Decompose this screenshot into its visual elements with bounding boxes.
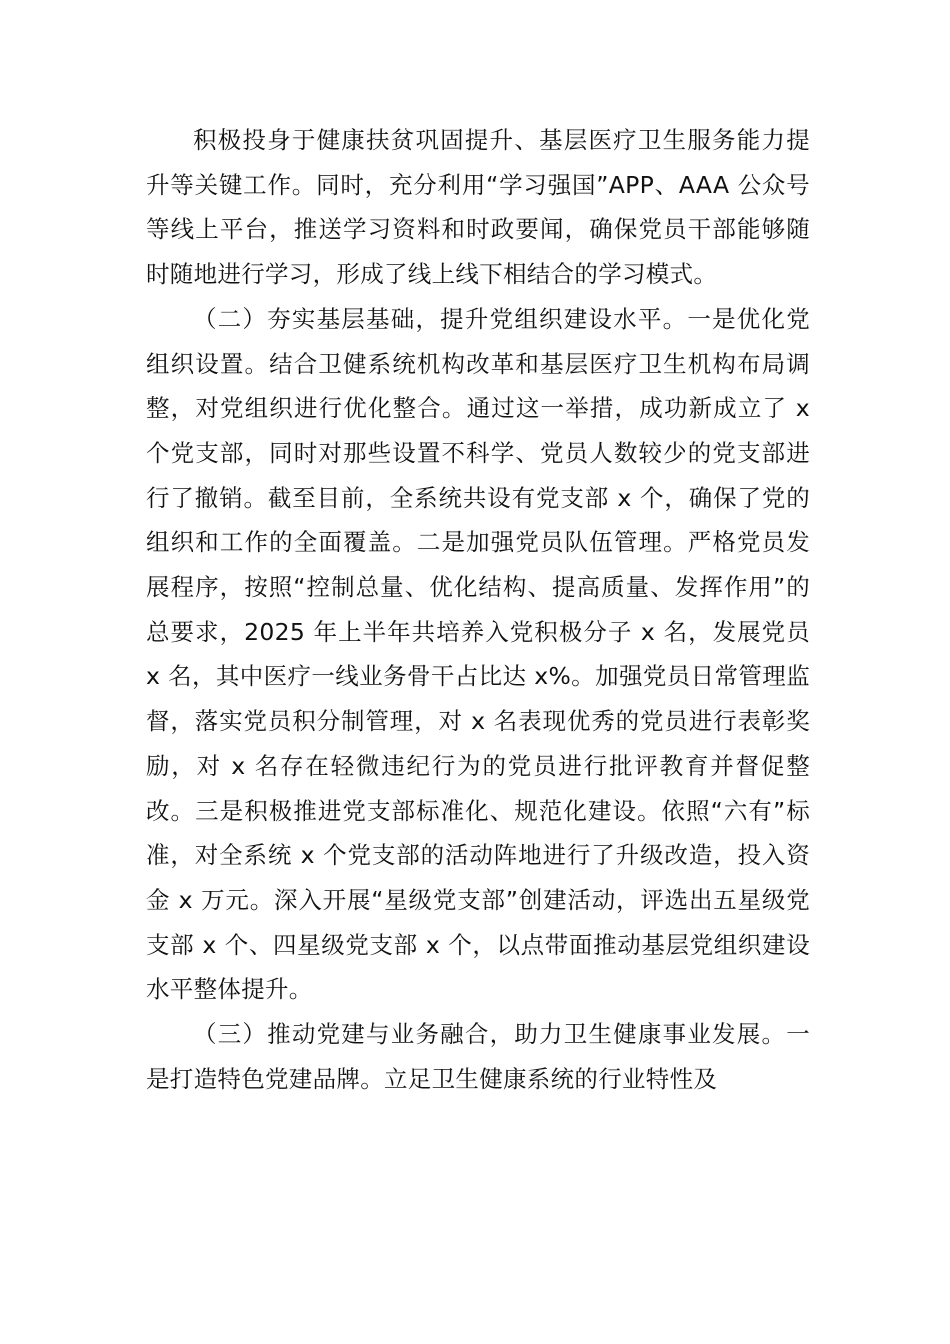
document-page — [146, 118, 810, 1101]
paragraph-study-platforms: 积极投身于健康扶贫巩固提升、基层医疗卫生服务能力提升等关键工作。同时，充分利用“学习强国”APP、AAA 公众号等线上平台，推送学习资料和时政要闻，确保党员干部能够随时随地进行学习，形成了线上线下相结合的学习模式。 — [146, 126, 810, 289]
paragraph-section-three: （三）推动党建与业务融合，助力卫生健康事业发展。一是打造特色党建品牌。立足卫生健康系统的行业特性及 — [146, 1020, 810, 1093]
paragraph-section-two: （二）夯实基层基础，提升党组织建设水平。一是优化党组织设置。结合卫健系统机构改革和基层医疗卫生机构布局调整，对党组织进行优化整合。通过这一举措，成功新成立了 x 个党支部，同时对那些设置不科学、党员人数较少的党支部进行了撤销。截至目前，全系统共设有党支部 x 个，确保了党的组织和工作的全面覆盖。二是加强党员队伍管理。严格党员发展程序，按照“控制总量、优化结构、提高质量、发挥作用”的总要求，2025 年上半年共培养入党积极分子 x 名，发展党员 x 名，其中医疗一线业务骨干占比达 x%。加强党员日常管理监督，落实党员积分制管理，对 x 名表现优秀的党员进行表彰奖励，对 x 名存在轻微违纪行为的党员进行批评教育并督促整改。三是积极推进党支部标准化、规范化建设。依照“六有”标准，对全系统 x 个党支部的活动阵地进行了升级改造，投入资金 x 万元。深入开展“星级党支部”创建活动，评选出五星级党支部 x 个、四星级党支部 x 个，以点带面推动基层党组织建设水平整体提升。 — [146, 304, 810, 1004]
